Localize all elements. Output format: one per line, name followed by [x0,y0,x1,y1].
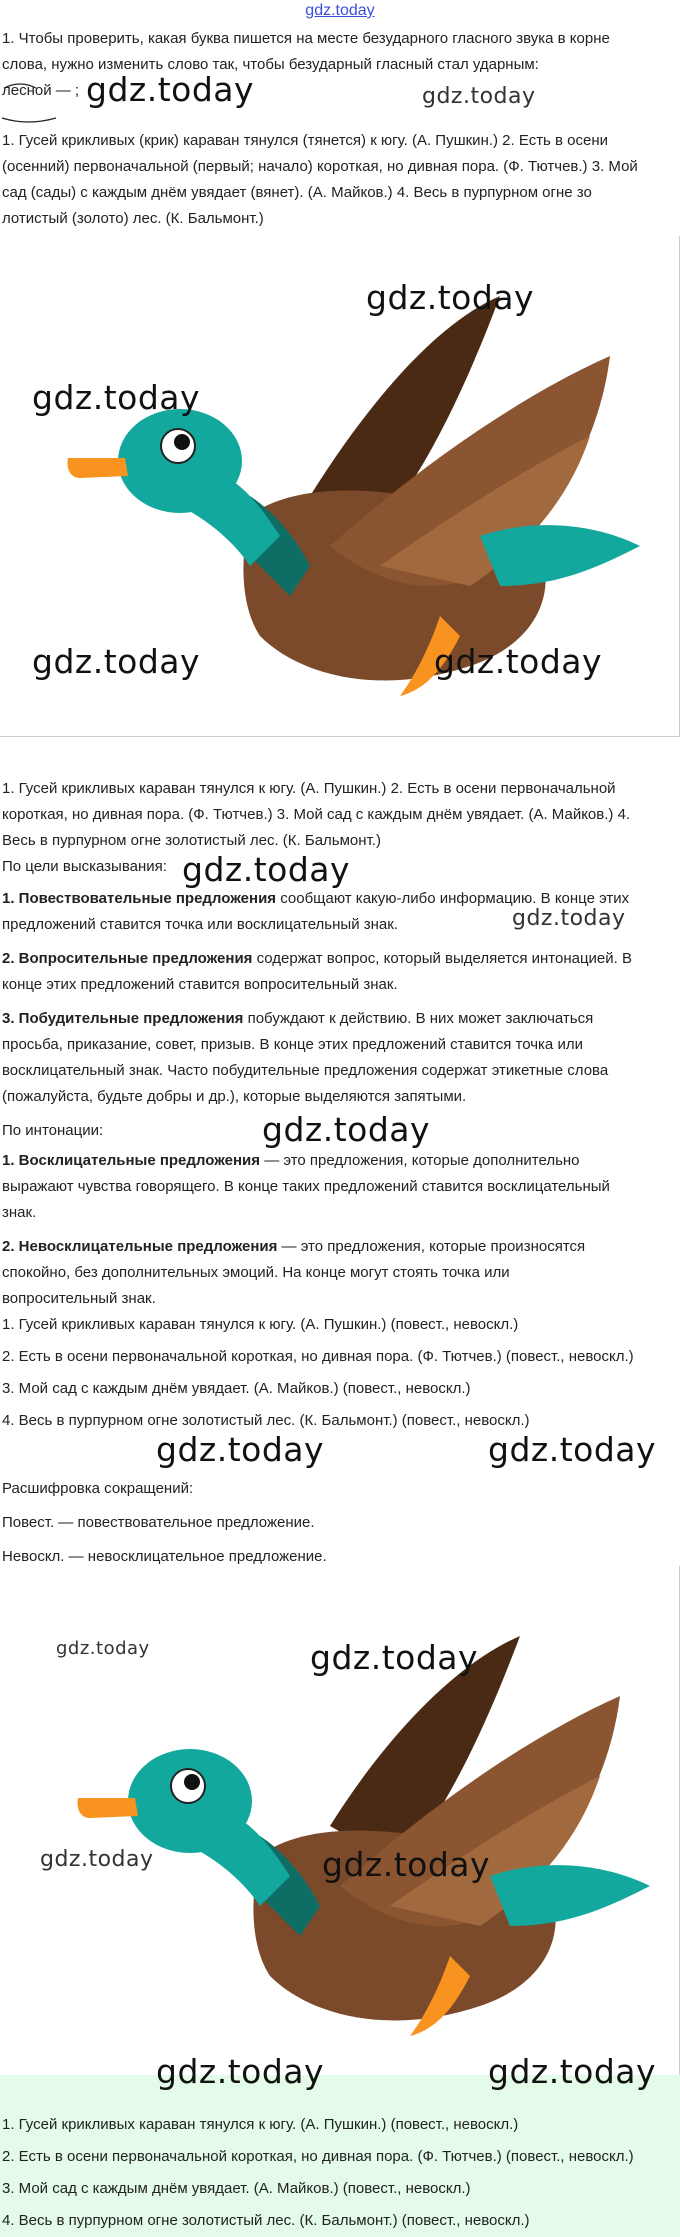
sentence-line: Весь в пурпурном огне золотистый лес. (К. Бальмонт.) [2,832,381,849]
abbreviations [0,1476,678,1570]
watermark: gdz.today [32,378,201,417]
example-line: сад (сады) с каждым днём увядает (вянет). (А. Майков.) 4. Весь в пурпурном огне зо [2,184,592,201]
watermark: gdz.today [32,642,201,681]
purpose-item: 1. Повествовательные предложения сообщают какую-либо информацию. В конце этих [2,890,630,907]
analysis-line: 4. Весь в пурпурном огне золотистый лес. (К. Бальмонт.) (повест., невоскл.) [2,1412,530,1429]
watermark: gdz.today [182,850,351,889]
watermark: gdz.today [512,906,626,931]
root-mark-icon [0,78,70,128]
answer-line: 2. Есть в осени первоначальной короткая, но дивная пора. (Ф. Тютчев.) (повест., невоскл.) [2,2148,634,2165]
analysis-line: 3. Мой сад с каждым днём увядает. (А. Майков.) (повест., невоскл.) [2,1380,471,1397]
watermark: gdz.today [86,70,255,109]
watermark: gdz.today [422,84,536,109]
example-line: 1. Гусей крикливых (крик) караван тянулся (тянется) к югу. (А. Пушкин.) 2. Есть в осени [2,132,609,149]
intonation-item: 1. Восклицательные предложения — это предложения, которые дополнительно [2,1152,580,1169]
example-line: (осенний) первоначальной (первый; начало) короткая, но дивная пора. (Ф. Тютчев.) 3. Мой [2,158,638,175]
watermark: gdz.today [310,1638,479,1677]
watermark: gdz.today [56,1638,150,1659]
watermark: gdz.today [488,1430,657,1469]
sentence-line: 1. Гусей крикливых караван тянулся к югу. (А. Пушкин.) 2. Есть в осени первоначальной [2,780,616,797]
analysis-line: 1. Гусей крикливых караван тянулся к югу. (А. Пушкин.) (повест., невоскл.) [2,1316,519,1333]
answer-line: 4. Весь в пурпурном огне золотистый лес. (К. Бальмонт.) (повест., невоскл.) [2,2212,530,2229]
example-word: лесной — ; [2,82,80,99]
watermark: gdz.today [40,1847,154,1872]
sentence-line: короткая, но дивная пора. (Ф. Тютчев.) 3. Мой сад с каждым днём увядает. (А. Майков.) 4. [2,806,631,823]
intonation-item: 2. Невосклицательные предложения — это предложения, которые произносятся [2,1238,586,1255]
watermark: gdz.today [262,1110,431,1149]
abbreviations-heading: Расшифровка сокращений: [2,1480,194,1497]
answer-line: 3. Мой сад с каждым днём увядает. (А. Майков.) (повест., невоскл.) [2,2180,471,2197]
purpose-list: 1. Повествовательные предложения сообщают какую-либо информацию. В конце этих предложений ставится точка или восклицательный знак. 2. Вопросительные предложения содержат вопрос, который выделяется интонацией. В конце этих предложений ставится вопросительный знак. 3. Побудительные предложения побуждают к действию. В них может заключаться просьба, приказание, совет, призыв. В конце этих предложений ставится точка или восклицательный знак. Часто побудительные предложения содержат этикетные слова (пожалуйста, будьте добры и др.), которые выделяются запятыми. По интонации: 1. Восклицательные предложения — это предложения, которые дополнительно выражают чувства говорящего. В конце таких предложений ставится восклицательный знак. 2. Невосклицательные предложения — это предложения, которые произносятся спокойно, без дополнительных эмоций. На конце могут стоять точка или вопросительный знак. 1. Гусей крикливых караван тянулся к югу. (А. Пушкин.) (повест., невоскл.) 2. Есть в осени первоначальной короткая, но дивная пора. (Ф. Тютчев.) (повест., невоскл.) 3. Мой сад с каждым днём увядает. (А. Майков.) (повест., невоскл.) 4. Весь в пурпурном огне золотистый лес. (К. Бальмонт.) (повест., невоскл.) [0,886,678,1434]
watermark: gdz.today [322,1845,491,1884]
purpose-item: 2. Вопросительные предложения содержат вопрос, который выделяется интонацией. В [2,950,632,967]
site-link[interactable]: gdz.today [305,2,375,19]
example-line: лотистый (золото) лес. (К. Бальмонт.) [2,210,264,227]
intonation-heading: По интонации: [2,1122,104,1139]
answer-line: 1. Гусей крикливых караван тянулся к югу. (А. Пушкин.) (повест., невоскл.) [2,2116,519,2133]
watermark: gdz.today [366,278,535,317]
answer-list [0,2112,678,2234]
watermark: gdz.today [434,642,603,681]
examples-text [0,128,678,232]
rule-line-1: 1. Чтобы проверить, какая буква пишется на месте безударного гласного звука в корне [2,30,610,47]
rule-line-2: слова, нужно изменить слово так, чтобы безударный гласный стал ударным: [2,56,539,73]
analysis-line: 2. Есть в осени первоначальной короткая, но дивная пора. (Ф. Тютчев.) (повест., невоскл.) [2,1348,634,1365]
purpose-heading: По цели высказывания: [2,858,167,875]
abbreviation-item: Невоскл. — невосклицательное предложение. [2,1548,327,1565]
watermark: gdz.today [488,2052,657,2091]
purpose-item: 3. Побудительные предложения побуждают к действию. В них может заключаться [2,1010,594,1027]
watermark: gdz.today [156,1430,325,1469]
watermark: gdz.today [156,2052,325,2091]
abbreviation-item: Повест. — повествовательное предложение. [2,1514,315,1531]
